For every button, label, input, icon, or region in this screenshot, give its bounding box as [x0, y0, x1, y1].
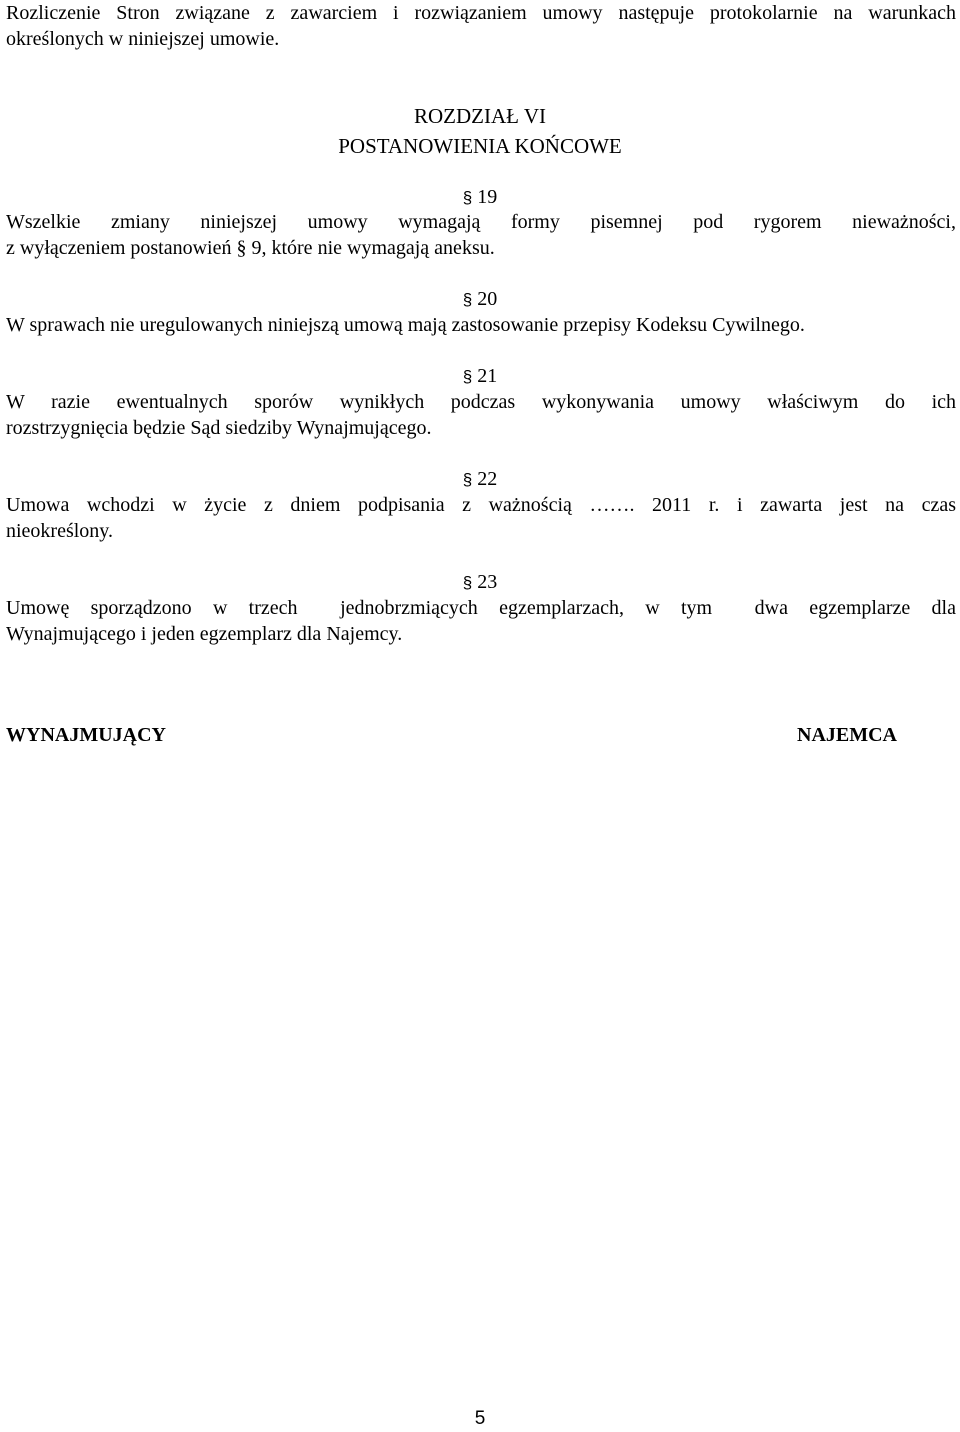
- chapter-subtitle: POSTANOWIENIA KOŃCOWE: [338, 134, 622, 158]
- section-number: 22: [477, 468, 498, 490]
- section-22-line-2: nieokreślony.: [6, 520, 114, 542]
- section-symbol: §: [462, 573, 473, 592]
- section-symbol: §: [462, 290, 473, 309]
- signature-landlord: WYNAJMUJĄCY: [6, 724, 166, 746]
- section-19-line-2: z wyłączeniem postanowień § 9, które nie wymagają aneksu.: [6, 237, 495, 259]
- section-number: 19: [477, 186, 498, 208]
- section-heading-19: [0, 184, 960, 211]
- section-heading-20: [0, 286, 960, 313]
- intro-line-2: określonych w niniejszej umowie.: [6, 28, 280, 50]
- section-23-line-1: Umowę sporządzono w trzech jednobrzmiących egzemplarzach, w tym dwa egzemplarze dla: [6, 597, 956, 619]
- intro-line-1: Rozliczenie Stron związane z zawarciem i rozwiązaniem umowy następuje protokolarnie na warunkach: [6, 2, 956, 24]
- section-23-line-2: Wynajmującego i jeden egzemplarz dla Najemcy.: [6, 623, 403, 645]
- section-19-line-1: Wszelkie zmiany niniejszej umowy wymagają formy pisemnej pod rygorem nieważności,: [6, 211, 956, 233]
- section-21-text: [6, 389, 956, 441]
- section-21-line-1: W razie ewentualnych sporów wynikłych podczas wykonywania umowy właściwym do ich: [6, 391, 956, 413]
- section-heading-23: [0, 569, 960, 596]
- section-23-text: [6, 595, 956, 647]
- section-20-text: [6, 312, 956, 338]
- section-20-line-1: W sprawach nie uregulowanych niniejszą umową mają zastosowanie przepisy Kodeksu Cywilnego.: [6, 314, 805, 336]
- page-number: 5: [474, 1408, 486, 1429]
- signature-tenant: NAJEMCA: [797, 724, 897, 746]
- section-19-text: [6, 209, 956, 261]
- section-21-line-2: rozstrzygnięcia będzie Sąd siedziby Wynajmującego.: [6, 417, 432, 439]
- chapter-title: ROZDZIAŁ VI: [413, 104, 546, 128]
- section-symbol: §: [462, 470, 473, 489]
- section-symbol: §: [462, 188, 473, 207]
- section-22-text: [6, 492, 956, 544]
- section-heading-22: [0, 466, 960, 493]
- section-number: 20: [477, 288, 498, 310]
- section-number: 21: [477, 365, 498, 387]
- intro-paragraph: [6, 0, 956, 52]
- section-heading-21: [0, 363, 960, 390]
- section-22-line-1: Umowa wchodzi w życie z dniem podpisania z ważnością ……. 2011 r. i zawarta jest na czas: [6, 494, 956, 516]
- section-number: 23: [477, 571, 498, 593]
- section-symbol: §: [462, 367, 473, 386]
